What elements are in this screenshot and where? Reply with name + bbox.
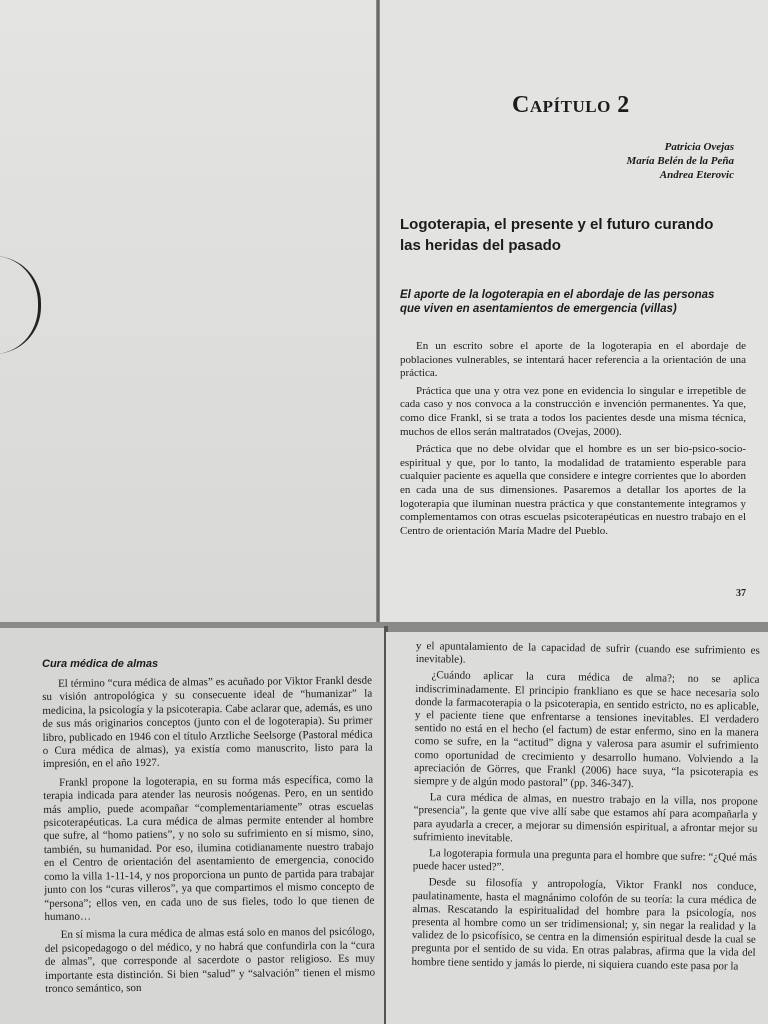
paragraph: En sí misma la cura médica de almas está solo en manos del psicólogo, del psicopedagogo o del médico, y no habrá que confundirla con la “cura de almas”, que corresponde al sacerdote o pastor religioso. Es muy importante esta distinción. Si bien “salud” y “salvación” tienen el mismo tronco semántico, son (44, 925, 376, 995)
paragraph: La logoterapia formula una pregunta para el hombre que sufre: “¿Qué más puede hacer usted?”. (412, 847, 758, 874)
bottom-left-page (0, 628, 384, 1024)
paragraph: El término “cura médica de almas” es acuñado por Viktor Frankl desde su visión antropológica y su consecuente ideal de “humanizar” la medicina, la psicología y la psicoterapia. Cabe aclarar que, además, es uno de sus más originarios conceptos (junto con el de logoterapia). Su primer libro, publicado en 1946 con el título Arztliche Seelsorge (Pastoral médica o Cura médica de almas), ya existía como manuscrito, listo para la impresión, en el año 1927. (42, 674, 373, 771)
bottom-left-body (42, 675, 375, 1002)
author: Andrea Eterovic (659, 169, 734, 181)
chapter-title: Capítulo 2 (512, 92, 630, 118)
left-blank-page (0, 0, 376, 622)
curved-mark (0, 256, 41, 354)
page-number: 37 (736, 588, 746, 599)
top-body-text (400, 340, 746, 542)
paragraph: Práctica que una y otra vez pone en evidencia lo singular e irrepetible de cada caso y nos convoca a la construcción e invención permanentes. Ya que, como dice Frankl, si se trata a todos los pacientes desde una misma técnica, muchos de ellos serán maltratados (Ovejas, 2000). (400, 384, 746, 438)
section-heading: Cura médica de almas (42, 658, 159, 670)
paragraph: La cura médica de almas, en nuestro trabajo en la villa, nos propone “presencia”, la gente que vive allí sabe que estamos ahí para acompañarla y para ayudarla a crecer, a mejorar su dimensión espiritual, a afrontar mejor su sufrimiento inevitable. (413, 791, 758, 845)
authors (626, 140, 734, 182)
paragraph: y el apuntalamiento de la capacidad de sufrir (cuando ese sufrimiento es inevitable). (415, 640, 760, 666)
paragraph: Frankl propone la logoterapia, en su forma más específica, como la terapia indicada para atender las neurosis noógenas. Pero, en un sentido más amplio, puede acompañar “complementariamente” otras escuelas psicoterapéuticas. La cura médica de almas permite entender al hombre que sufre, al “homo patiens”, y no solo su sufrimiento en sí mismo, sino, también, su humanidad. Por eso, ilumina cotidianamente nuestro trabajo en el Centro de orientación del asentamiento de emergencia, conocido como la villa 1-11-14, y nos proporciona un punto de partida para trabajar junto con los “curas villeros”, ya que compartimos el mismo concepto de “persona”; ellos ven, en cada uno de sus fieles, todo lo que tienen de humano… (43, 773, 375, 923)
paragraph: Práctica que no debe olvidar que el hombre es un ser bio-psico-socio-espiritual y que, por lo tanto, la modalidad de tratamiento esperable para cualquier paciente es aquella que considere e integre corrientes que lo aborden en cada una de sus dimensiones. Pasaremos a detallar los aportes de la logoterapia que iluminan nuestra práctica y que constantemente integramos y complementamos con otras escuelas psicoterapéuticas en nuestro trabajo en el Centro de orientación María Madre del Pueblo. (400, 443, 746, 537)
paragraph: En un escrito sobre el aporte de la logoterapia en el abordaje de poblaciones vulnerables, se intentará hacer referencia a la orientación de una práctica. (400, 340, 746, 380)
main-title: Logoterapia, el presente y el futuro curando las heridas del pasado (400, 216, 714, 254)
bottom-right-page (386, 632, 768, 1024)
author: María Belén de la Peña (626, 155, 734, 167)
paragraph: Desde su filosofía y antropología, Viktor Frankl nos conduce, paulatinamente, hasta el magnánimo colofón de su teoría: la cura médica de almas. Rescatando la espiritualidad del hombre para la psicología, nos presenta al hombre como un ser tridimensional; y, sin negar la realidad y la validez de lo psicofísico, se centra en la dimensión espiritual desde la cual se pregunta por el sentido de su vida. En otras palabras, afirma que la vida del hombre tiene sentido y jamás lo pierde, ni siquiera cuando este pasa por la (411, 876, 757, 973)
bottom-right-body (411, 640, 760, 977)
paragraph: ¿Cuándo aplicar la cura médica de alma?; no se aplica indiscriminadamente. El principio frankliano es que se hace necesaria solo donde la farmacoterapia o la psicoterapia, en sentido estricto, no es aplicable, y el paciente tiene que enfrentarse a tensiones inevitables. El verdadero sentido no está en el hecho (el factum) de estar enfermo, sino en la manera como se sufre, en la “actitud” digna y valerosa para asumir el sufrimiento como oportunidad de crecimiento y desarrollo humano. Volviendo a la apreciación de Görres, que Frankl (2006) hace suya, “la psicoterapia es siempre y de algún modo pastoral” (pp. 346-347). (413, 669, 760, 791)
author: Patricia Ovejas (664, 141, 734, 153)
section-title: El aporte de la logoterapia en el abordaje de las personas que viven en asentamientos de emergencia (villas) (400, 289, 715, 315)
